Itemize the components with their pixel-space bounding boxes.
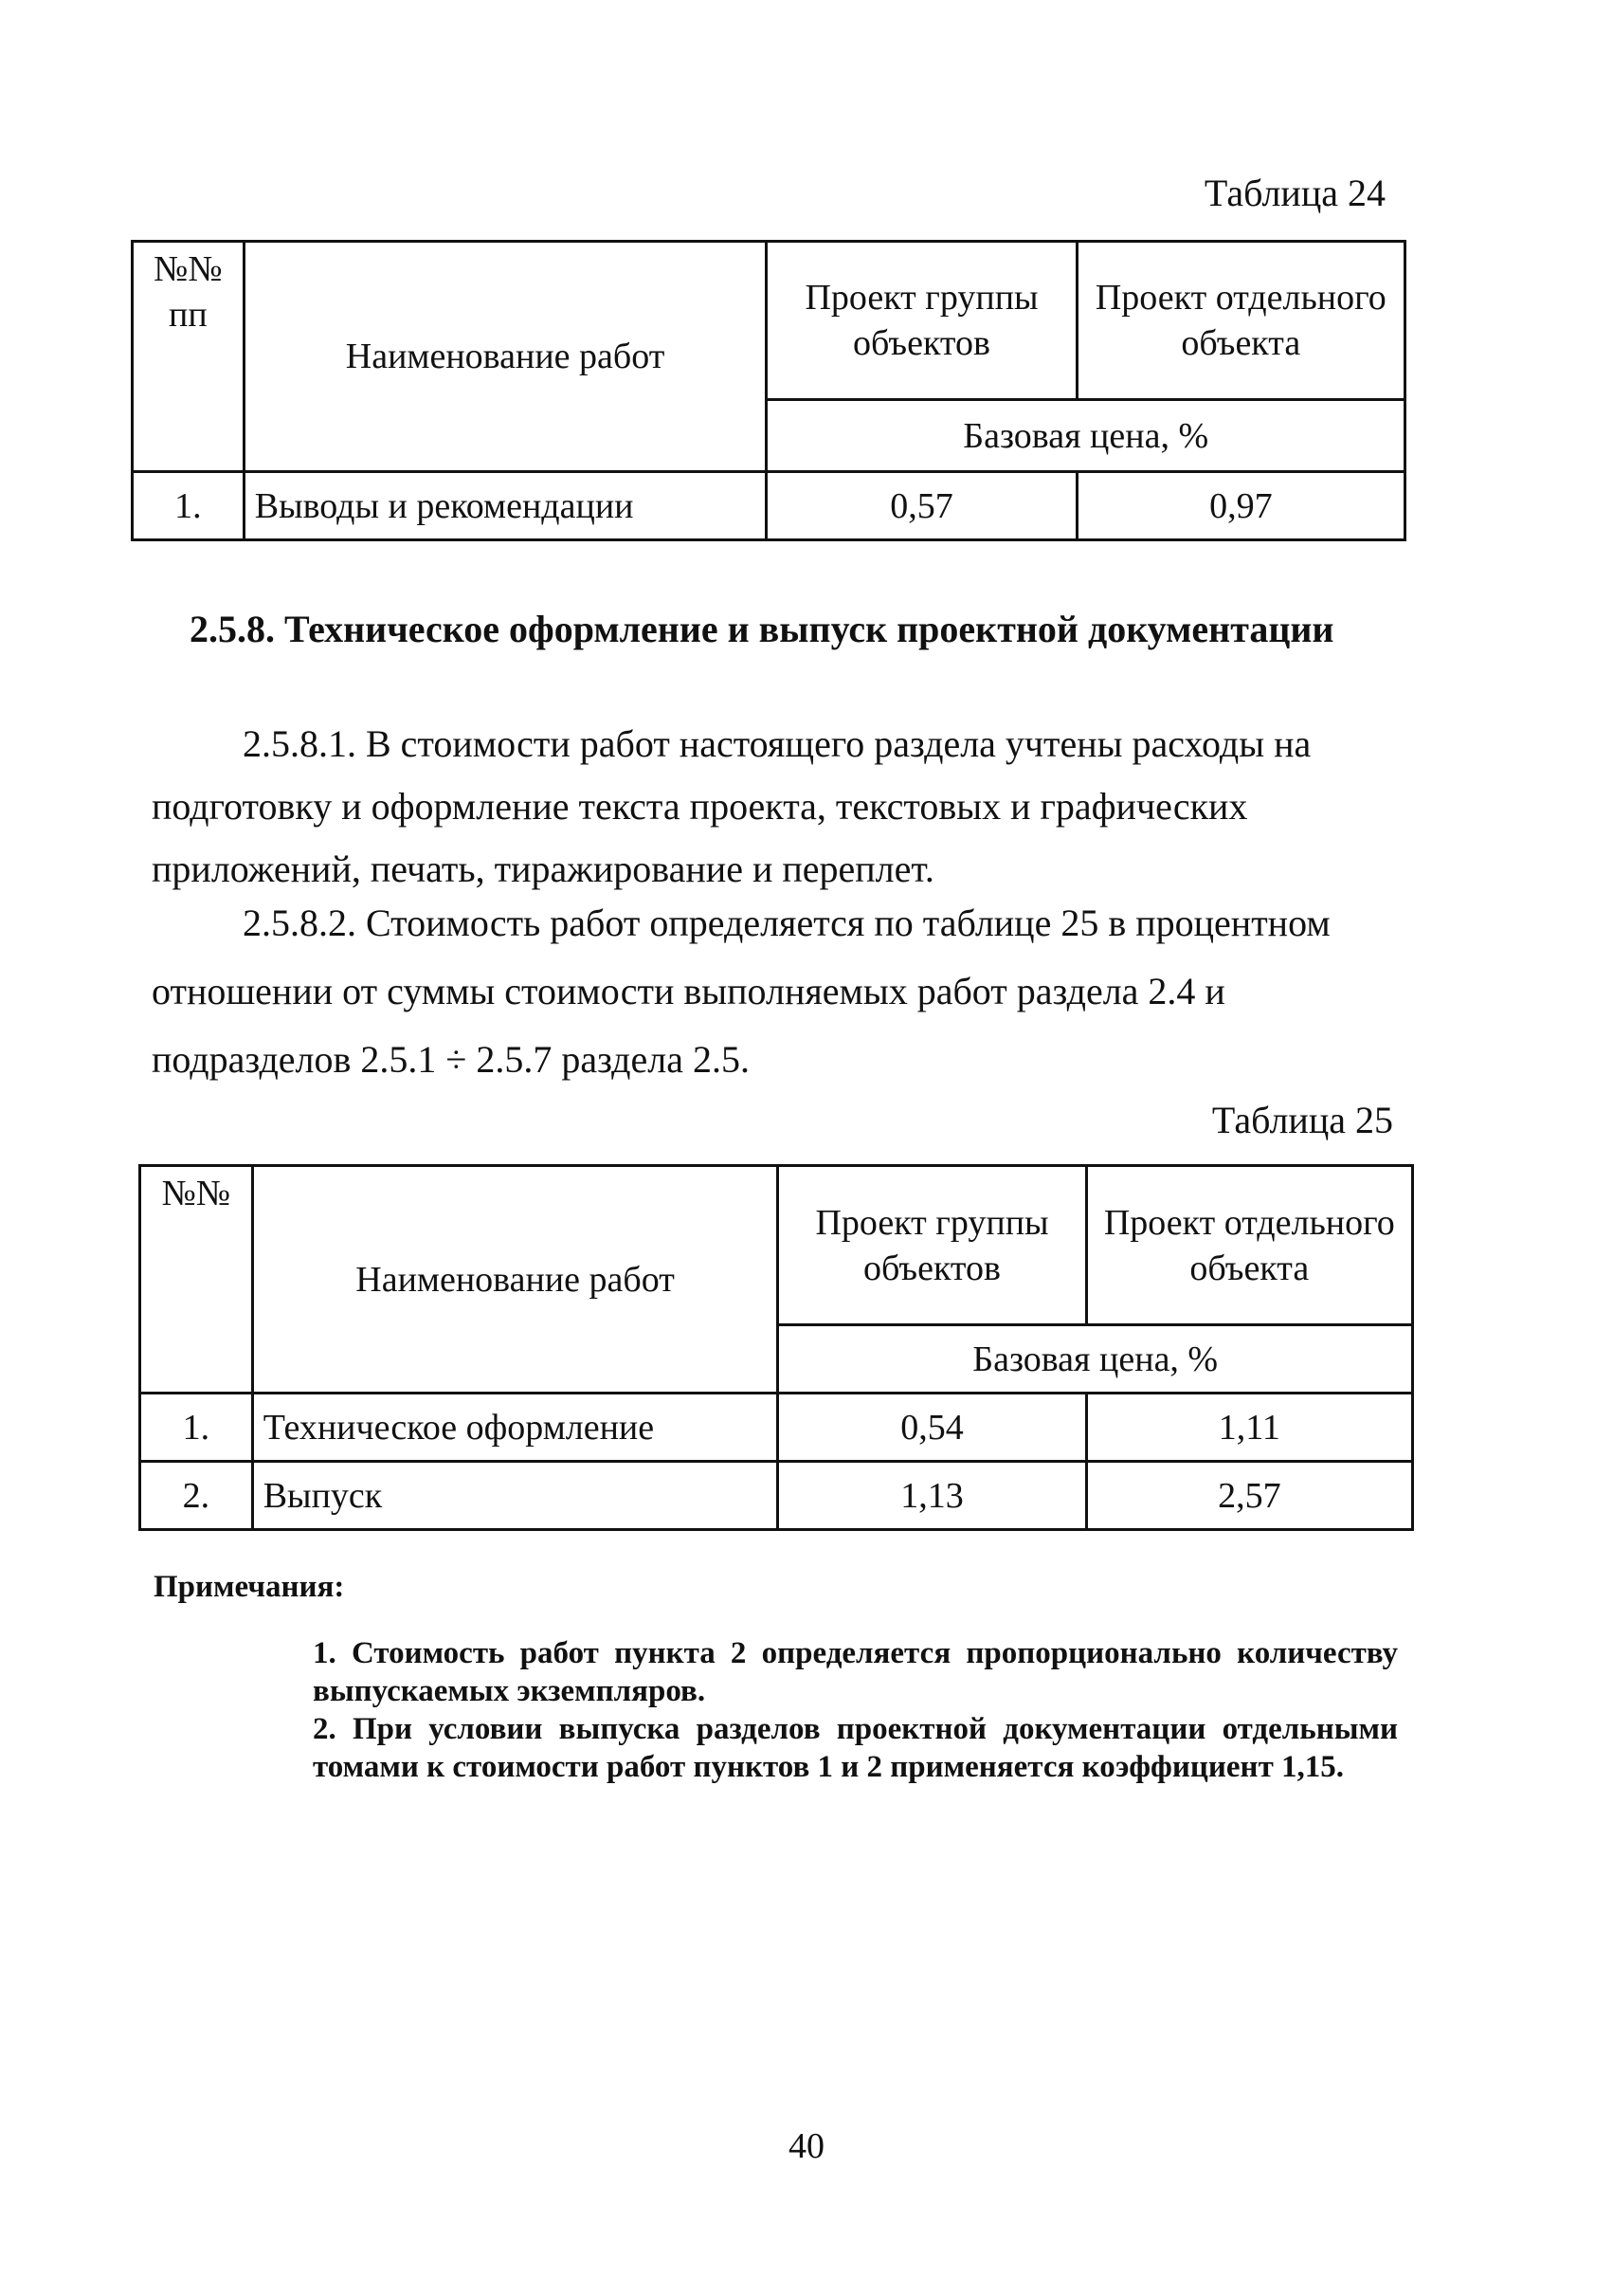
column-header-name: Наименование работ (252, 1166, 778, 1394)
table-row (140, 1462, 1413, 1530)
paragraph-line: подразделов 2.5.1 ÷ 2.5.7 раздела 2.5. (152, 1038, 750, 1081)
paragraph-2-5-8-1 (152, 713, 1391, 901)
row-group-value: 0,54 (778, 1394, 1086, 1462)
column-subheader-base-price: Базовая цена, % (767, 400, 1405, 472)
note-item: 2. При условии выпуска разделов проектной документации отдельными томами к стоимости работ пунктов 1 и 2 применяется коэффициент 1,15. (313, 1712, 1398, 1784)
table-row (140, 1394, 1413, 1462)
row-single-value: 1,11 (1086, 1394, 1412, 1462)
column-header-single-project: Проект отдельного объекта (1077, 242, 1405, 400)
column-header-number: №№ (140, 1166, 253, 1394)
notes-label: Примечания: (154, 1570, 345, 1604)
paragraph-line: подготовку и оформление текста проекта, текстовых и графических (152, 785, 1248, 828)
paragraph-line: приложений, печать, тиражирование и переплет. (152, 847, 934, 890)
table-24 (131, 240, 1406, 541)
row-number: 1. (133, 472, 245, 540)
row-name: Техническое оформление (252, 1394, 778, 1462)
paragraph-line: отношении от суммы стоимости выполняемых работ раздела 2.4 и (152, 970, 1225, 1012)
column-subheader-base-price: Базовая цена, % (778, 1325, 1413, 1394)
paragraph-line: 2.5.8.1. В стоимости работ настоящего раздела учтены расходы на (243, 722, 1312, 765)
row-name: Выпуск (252, 1462, 778, 1530)
paragraph-2-5-8-2 (152, 889, 1391, 1094)
row-single-value: 0,97 (1077, 472, 1405, 540)
row-group-value: 0,57 (767, 472, 1077, 540)
note-item: 1. Стоимость работ пункта 2 определяется пропорционально количеству выпускаемых экземпляров. (313, 1636, 1398, 1708)
row-name: Выводы и рекомендации (244, 472, 767, 540)
section-heading: 2.5.8. Техническое оформление и выпуск проектной документации (190, 608, 1334, 650)
table-25 (138, 1164, 1414, 1531)
column-header-group-project: Проект группы объектов (778, 1166, 1086, 1325)
column-header-number: №№ пп (133, 242, 245, 472)
row-number: 1. (140, 1394, 253, 1462)
table-25-caption: Таблица 25 (1211, 1099, 1393, 1141)
row-single-value: 2,57 (1086, 1462, 1412, 1530)
column-header-name: Наименование работ (244, 242, 767, 472)
table-24-caption: Таблица 24 (1204, 172, 1386, 214)
row-group-value: 1,13 (778, 1462, 1086, 1530)
page-number: 40 (788, 2126, 825, 2166)
paragraph-line: 2.5.8.2. Стоимость работ определяется по таблице 25 в процентном (243, 902, 1331, 944)
column-header-group-project: Проект группы объектов (767, 242, 1077, 400)
table-row (133, 472, 1405, 540)
column-header-single-project: Проект отдельного объекта (1086, 1166, 1412, 1325)
row-number: 2. (140, 1462, 253, 1530)
